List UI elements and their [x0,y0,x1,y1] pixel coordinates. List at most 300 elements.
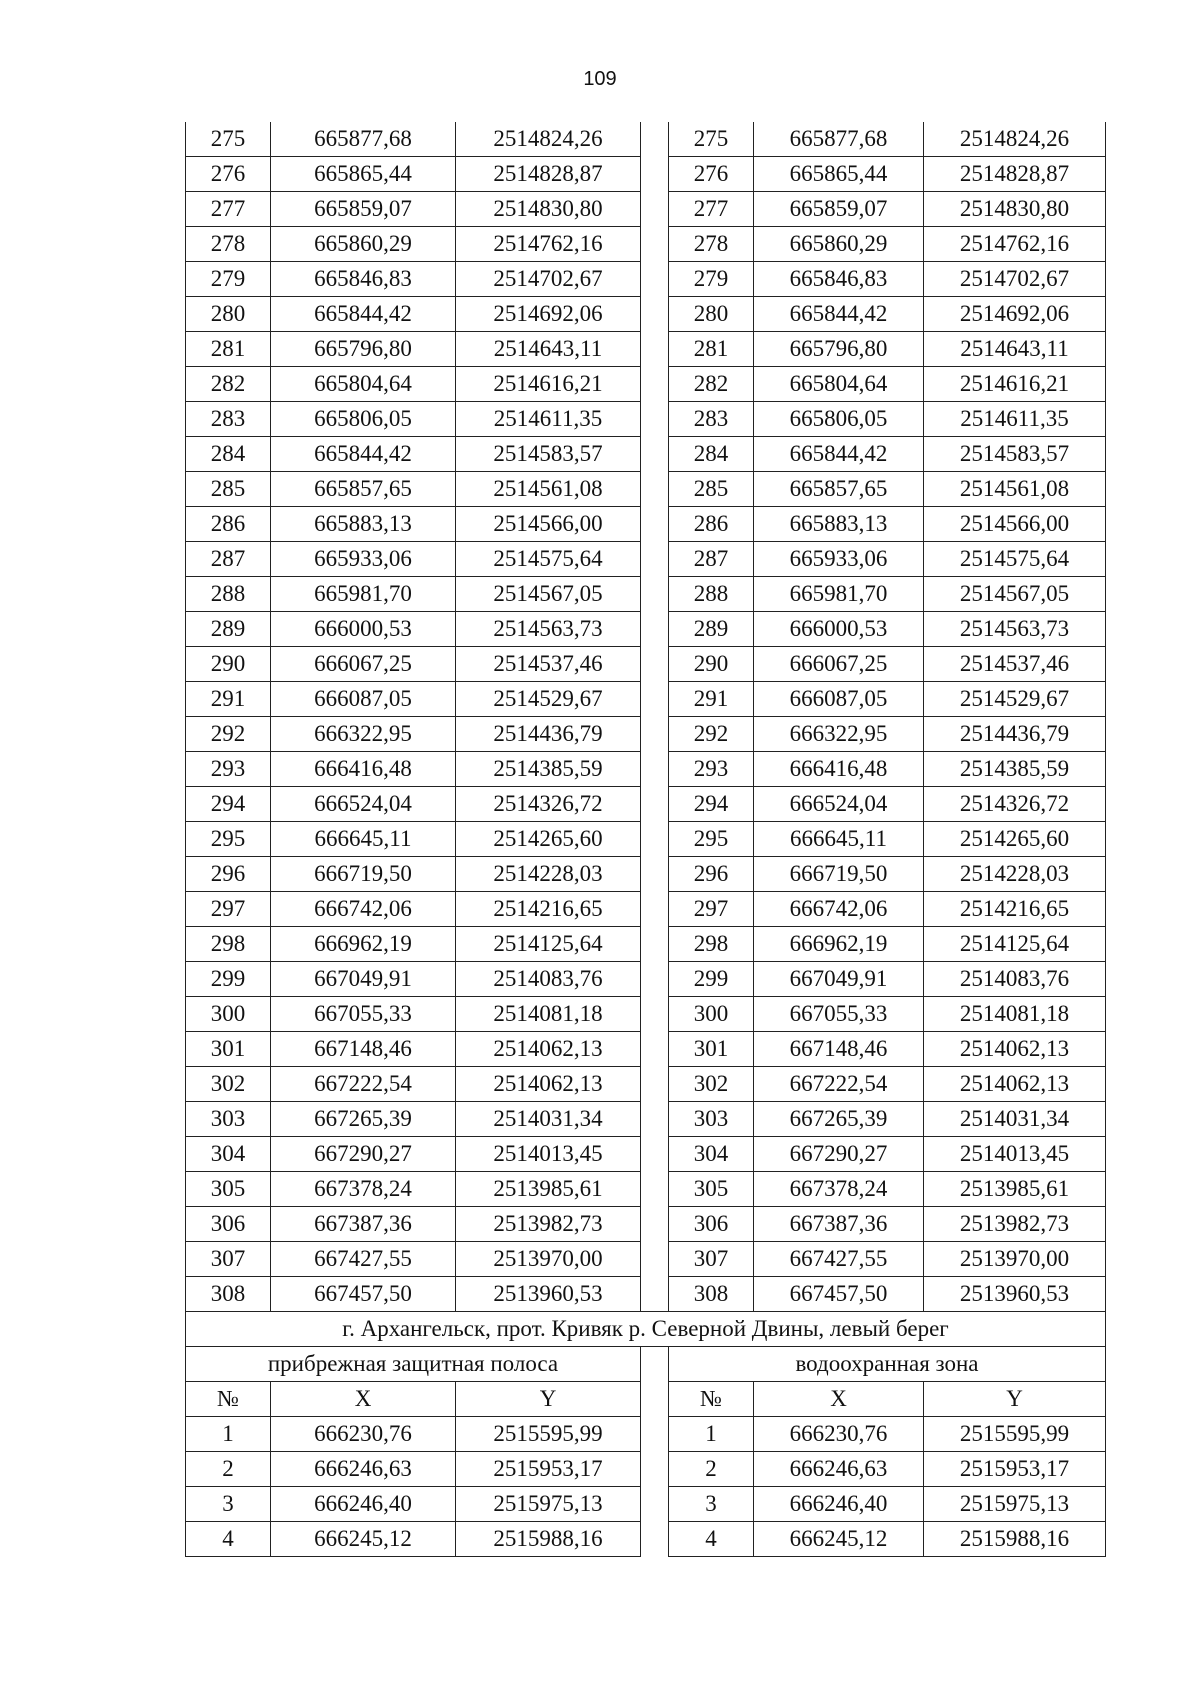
left-y-value: 2514566,00 [456,507,641,542]
left-point-number: 292 [186,717,271,752]
left-x-value: 666246,40 [271,1487,456,1522]
right-point-number: 296 [669,857,754,892]
table-row [186,1102,1106,1137]
right-y-value: 2514566,00 [924,507,1106,542]
right-point-number: 290 [669,647,754,682]
table-row [186,647,1106,682]
right-y-value: 2514081,18 [924,997,1106,1032]
right-point-number: 291 [669,682,754,717]
right-x-value: 665933,06 [754,542,924,577]
right-point-number: 292 [669,717,754,752]
left-y-value: 2515988,16 [456,1522,641,1557]
left-y-value: 2513982,73 [456,1207,641,1242]
table-row [186,1067,1106,1102]
left-point-number: 278 [186,227,271,262]
right-x-value: 665860,29 [754,227,924,262]
left-point-number: 3 [186,1487,271,1522]
table-row [186,892,1106,927]
left-x-value: 667055,33 [271,997,456,1032]
left-point-number: 275 [186,122,271,157]
column-gap [641,367,669,402]
column-gap [641,1032,669,1067]
section-heading-row [186,1347,1106,1382]
right-point-number: 305 [669,1172,754,1207]
left-point-number: 306 [186,1207,271,1242]
left-y-value: 2514611,35 [456,402,641,437]
left-y-value: 2514563,73 [456,612,641,647]
table-row [186,227,1106,262]
right-point-number: 308 [669,1277,754,1312]
left-y-value: 2514062,13 [456,1067,641,1102]
right-x-value: 665883,13 [754,507,924,542]
left-y-value: 2514567,05 [456,577,641,612]
column-gap [641,962,669,997]
right-x-value: 665865,44 [754,157,924,192]
right-y-value: 2514265,60 [924,822,1106,857]
table-row [186,192,1106,227]
column-gap [641,1417,669,1452]
column-gap [641,542,669,577]
right-point-number: 300 [669,997,754,1032]
right-y-value: 2514830,80 [924,192,1106,227]
left-x-value: 665844,42 [271,437,456,472]
left-point-number: 301 [186,1032,271,1067]
right-col-number-header: № [669,1382,754,1417]
right-x-value: 666067,25 [754,647,924,682]
column-gap [641,472,669,507]
left-y-value: 2515975,13 [456,1487,641,1522]
column-gap [641,1452,669,1487]
column-gap [641,332,669,367]
left-point-number: 296 [186,857,271,892]
left-point-number: 2 [186,1452,271,1487]
right-x-value: 667265,39 [754,1102,924,1137]
table-row [186,122,1106,157]
left-point-number: 291 [186,682,271,717]
column-gap [641,752,669,787]
left-y-value: 2515953,17 [456,1452,641,1487]
left-x-value: 666067,25 [271,647,456,682]
right-point-number: 304 [669,1137,754,1172]
section-title-row [186,1312,1106,1347]
left-y-value: 2514692,06 [456,297,641,332]
left-y-value: 2515595,99 [456,1417,641,1452]
left-x-value: 667387,36 [271,1207,456,1242]
left-y-value: 2514385,59 [456,752,641,787]
column-gap [641,577,669,612]
left-x-value: 665859,07 [271,192,456,227]
right-y-value: 2514643,11 [924,332,1106,367]
left-y-value: 2514529,67 [456,682,641,717]
right-y-value: 2514013,45 [924,1137,1106,1172]
left-y-value: 2514702,67 [456,262,641,297]
coordinates-top-body [186,122,1106,1312]
right-y-value: 2514583,57 [924,437,1106,472]
left-point-number: 299 [186,962,271,997]
left-y-value: 2514326,72 [456,787,641,822]
right-x-value: 665806,05 [754,402,924,437]
left-x-value: 666719,50 [271,857,456,892]
left-x-value: 666962,19 [271,927,456,962]
table-row [186,717,1106,752]
left-x-value: 667148,46 [271,1032,456,1067]
right-x-value: 666524,04 [754,787,924,822]
column-gap [641,1102,669,1137]
right-point-number: 281 [669,332,754,367]
table-row [186,402,1106,437]
table-row [186,1522,1106,1557]
left-point-number: 304 [186,1137,271,1172]
left-x-value: 665857,65 [271,472,456,507]
right-x-value: 665846,83 [754,262,924,297]
left-point-number: 297 [186,892,271,927]
right-y-value: 2514702,67 [924,262,1106,297]
left-y-value: 2514062,13 [456,1032,641,1067]
right-point-number: 293 [669,752,754,787]
right-x-value: 665804,64 [754,367,924,402]
left-x-value: 665796,80 [271,332,456,367]
right-y-value: 2514824,26 [924,122,1106,157]
right-x-value: 665859,07 [754,192,924,227]
right-y-value: 2514125,64 [924,927,1106,962]
section-block [186,1312,1106,1417]
right-point-number: 285 [669,472,754,507]
column-gap [641,1137,669,1172]
right-point-number: 301 [669,1032,754,1067]
column-gap [641,262,669,297]
right-point-number: 277 [669,192,754,227]
left-y-value: 2514762,16 [456,227,641,262]
right-x-value: 666322,95 [754,717,924,752]
right-x-value: 667148,46 [754,1032,924,1067]
left-point-number: 1 [186,1417,271,1452]
left-x-value: 666230,76 [271,1417,456,1452]
left-x-value: 665804,64 [271,367,456,402]
right-x-value: 665877,68 [754,122,924,157]
right-point-number: 303 [669,1102,754,1137]
left-point-number: 276 [186,157,271,192]
left-y-value: 2514537,46 [456,647,641,682]
left-y-value: 2514083,76 [456,962,641,997]
right-y-value: 2514216,65 [924,892,1106,927]
left-point-number: 300 [186,997,271,1032]
right-y-value: 2515988,16 [924,1522,1106,1557]
table-row [186,1452,1106,1487]
right-x-value: 667055,33 [754,997,924,1032]
right-y-value: 2515975,13 [924,1487,1106,1522]
left-y-value: 2514828,87 [456,157,641,192]
left-point-number: 302 [186,1067,271,1102]
left-y-value: 2514228,03 [456,857,641,892]
right-y-value: 2514563,73 [924,612,1106,647]
right-y-value: 2515595,99 [924,1417,1106,1452]
column-gap [641,927,669,962]
right-point-number: 287 [669,542,754,577]
left-x-value: 666000,53 [271,612,456,647]
table-row [186,332,1106,367]
right-point-number: 286 [669,507,754,542]
left-point-number: 308 [186,1277,271,1312]
left-point-number: 305 [186,1172,271,1207]
table-row [186,437,1106,472]
left-point-number: 287 [186,542,271,577]
left-y-value: 2514081,18 [456,997,641,1032]
column-gap [641,1347,669,1382]
column-gap [641,1277,669,1312]
left-y-value: 2514575,64 [456,542,641,577]
section-title: г. Архангельск, прот. Кривяк р. Северной Двины, левый берег [186,1312,1106,1347]
page-number: 109 [583,68,617,90]
left-point-number: 285 [186,472,271,507]
column-gap [641,682,669,717]
left-x-value: 666245,12 [271,1522,456,1557]
right-x-value: 665981,70 [754,577,924,612]
right-point-number: 298 [669,927,754,962]
left-point-number: 307 [186,1242,271,1277]
table-row [186,997,1106,1032]
left-y-value: 2514583,57 [456,437,641,472]
left-point-number: 281 [186,332,271,367]
table-row [186,1417,1106,1452]
table-row [186,1487,1106,1522]
left-x-value: 666416,48 [271,752,456,787]
column-gap [641,1172,669,1207]
right-point-number: 289 [669,612,754,647]
column-gap [641,1382,669,1417]
left-y-value: 2513970,00 [456,1242,641,1277]
right-x-value: 665857,65 [754,472,924,507]
column-gap [641,507,669,542]
table-row [186,262,1106,297]
table-row [186,822,1106,857]
left-y-value: 2514824,26 [456,122,641,157]
left-y-value: 2514830,80 [456,192,641,227]
left-x-value: 665806,05 [271,402,456,437]
table-row [186,752,1106,787]
column-gap [641,227,669,262]
column-gap [641,1067,669,1102]
left-x-value: 667427,55 [271,1242,456,1277]
column-gap [641,437,669,472]
right-point-number: 297 [669,892,754,927]
right-x-value: 665844,42 [754,297,924,332]
right-x-value: 666246,63 [754,1452,924,1487]
left-x-value: 665877,68 [271,122,456,157]
column-gap [641,297,669,332]
column-gap [641,997,669,1032]
right-point-number: 307 [669,1242,754,1277]
column-gap [641,892,669,927]
right-heading: водоохранная зона [669,1347,1106,1382]
left-point-number: 4 [186,1522,271,1557]
left-x-value: 667457,50 [271,1277,456,1312]
left-x-value: 665981,70 [271,577,456,612]
left-point-number: 282 [186,367,271,402]
column-gap [641,787,669,822]
left-x-value: 665846,83 [271,262,456,297]
left-y-value: 2514125,64 [456,927,641,962]
table-row [186,1207,1106,1242]
right-y-value: 2514692,06 [924,297,1106,332]
right-y-value: 2513985,61 [924,1172,1106,1207]
right-point-number: 278 [669,227,754,262]
right-point-number: 2 [669,1452,754,1487]
right-point-number: 283 [669,402,754,437]
right-col-x-header: X [754,1382,924,1417]
left-point-number: 279 [186,262,271,297]
right-point-number: 294 [669,787,754,822]
left-point-number: 293 [186,752,271,787]
right-y-value: 2514385,59 [924,752,1106,787]
left-point-number: 288 [186,577,271,612]
right-y-value: 2514326,72 [924,787,1106,822]
left-point-number: 303 [186,1102,271,1137]
right-col-y-header: Y [924,1382,1106,1417]
right-y-value: 2513960,53 [924,1277,1106,1312]
left-x-value: 667378,24 [271,1172,456,1207]
right-y-value: 2514537,46 [924,647,1106,682]
right-x-value: 667049,91 [754,962,924,997]
right-point-number: 3 [669,1487,754,1522]
left-y-value: 2514561,08 [456,472,641,507]
right-x-value: 667378,24 [754,1172,924,1207]
left-x-value: 665933,06 [271,542,456,577]
left-point-number: 298 [186,927,271,962]
right-point-number: 280 [669,297,754,332]
left-y-value: 2513985,61 [456,1172,641,1207]
table-row [186,927,1106,962]
right-point-number: 302 [669,1067,754,1102]
table-row [186,1032,1106,1067]
table-row [186,1277,1106,1312]
column-gap [641,612,669,647]
right-point-number: 279 [669,262,754,297]
left-x-value: 665865,44 [271,157,456,192]
left-x-value: 667049,91 [271,962,456,997]
column-gap [641,1487,669,1522]
column-gap [641,1207,669,1242]
table-row [186,1172,1106,1207]
left-x-value: 665860,29 [271,227,456,262]
left-point-number: 277 [186,192,271,227]
left-col-x-header: X [271,1382,456,1417]
right-point-number: 295 [669,822,754,857]
table-row [186,507,1106,542]
left-point-number: 286 [186,507,271,542]
left-y-value: 2514031,34 [456,1102,641,1137]
right-y-value: 2514762,16 [924,227,1106,262]
right-y-value: 2514062,13 [924,1032,1106,1067]
right-y-value: 2514436,79 [924,717,1106,752]
left-x-value: 666246,63 [271,1452,456,1487]
left-heading: прибрежная защитная полоса [186,1347,641,1382]
left-col-y-header: Y [456,1382,641,1417]
left-x-value: 665844,42 [271,297,456,332]
right-y-value: 2514611,35 [924,402,1106,437]
column-gap [641,192,669,227]
right-x-value: 665796,80 [754,332,924,367]
column-gap [641,857,669,892]
left-x-value: 666742,06 [271,892,456,927]
right-point-number: 4 [669,1522,754,1557]
left-y-value: 2514013,45 [456,1137,641,1172]
left-point-number: 294 [186,787,271,822]
left-x-value: 666322,95 [271,717,456,752]
right-x-value: 667387,36 [754,1207,924,1242]
section-rows-body [186,1417,1106,1557]
table-row [186,962,1106,997]
table-row [186,787,1106,822]
right-x-value: 667427,55 [754,1242,924,1277]
left-point-number: 280 [186,297,271,332]
right-x-value: 666719,50 [754,857,924,892]
right-point-number: 276 [669,157,754,192]
table-row [186,297,1106,332]
right-y-value: 2514616,21 [924,367,1106,402]
right-y-value: 2514529,67 [924,682,1106,717]
right-y-value: 2514228,03 [924,857,1106,892]
right-x-value: 666645,11 [754,822,924,857]
left-point-number: 284 [186,437,271,472]
right-point-number: 284 [669,437,754,472]
left-y-value: 2514436,79 [456,717,641,752]
table-row [186,157,1106,192]
column-gap [641,122,669,157]
right-y-value: 2513970,00 [924,1242,1106,1277]
right-x-value: 666962,19 [754,927,924,962]
right-y-value: 2514062,13 [924,1067,1106,1102]
right-x-value: 666000,53 [754,612,924,647]
table-row [186,857,1106,892]
right-point-number: 299 [669,962,754,997]
right-x-value: 667457,50 [754,1277,924,1312]
left-y-value: 2514616,21 [456,367,641,402]
column-gap [641,822,669,857]
table-row [186,682,1106,717]
right-x-value: 666246,40 [754,1487,924,1522]
left-x-value: 666645,11 [271,822,456,857]
column-gap [641,717,669,752]
table-row [186,1242,1106,1277]
right-x-value: 667222,54 [754,1067,924,1102]
right-y-value: 2515953,17 [924,1452,1106,1487]
table-row [186,577,1106,612]
right-point-number: 1 [669,1417,754,1452]
column-gap [641,1522,669,1557]
right-x-value: 667290,27 [754,1137,924,1172]
left-y-value: 2514643,11 [456,332,641,367]
left-col-number-header: № [186,1382,271,1417]
left-y-value: 2513960,53 [456,1277,641,1312]
column-gap [641,1242,669,1277]
right-point-number: 282 [669,367,754,402]
right-y-value: 2514575,64 [924,542,1106,577]
right-x-value: 665844,42 [754,437,924,472]
left-point-number: 289 [186,612,271,647]
right-y-value: 2514083,76 [924,962,1106,997]
table-row [186,472,1106,507]
right-y-value: 2513982,73 [924,1207,1106,1242]
left-x-value: 667222,54 [271,1067,456,1102]
left-y-value: 2514265,60 [456,822,641,857]
right-y-value: 2514031,34 [924,1102,1106,1137]
table-row [186,612,1106,647]
right-y-value: 2514561,08 [924,472,1106,507]
left-x-value: 665883,13 [271,507,456,542]
coordinates-table [185,122,1106,1557]
right-point-number: 288 [669,577,754,612]
table-row [186,367,1106,402]
